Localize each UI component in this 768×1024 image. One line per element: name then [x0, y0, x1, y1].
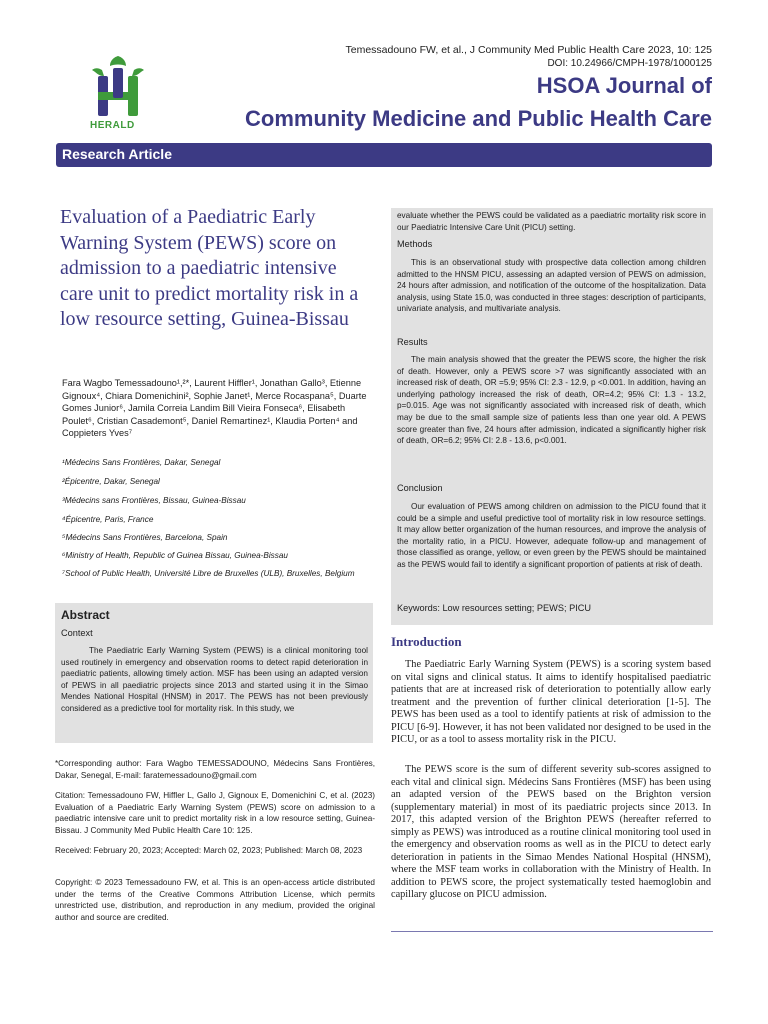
copyright-note: Copyright: © 2023 Temessadouno FW, et al. This is an open-access article distributed under the terms of the Creative Commons Attribution License, which permits unrestricted use, distribution, and reproduction in any medium, provided the original author and source are credited.	[55, 878, 375, 922]
journal-title-line2: Community Medicine and Public Health Care	[245, 106, 712, 131]
corresponding-author: *Corresponding author: Fara Wagbo TEMESSADOUNO, Médecins Sans Frontières, Dakar, Senegal, E-mail: faratemessadouno@gmail.com	[55, 759, 375, 780]
context-continued: evaluate whether the PEWS could be validated as a paediatric mortality risk score in our Paediatric Intensive Care Unit (PICU) setting.	[397, 211, 706, 232]
affiliation: ⁵Médecins Sans Frontières, Barcelona, Spain	[62, 533, 228, 542]
divider	[391, 931, 713, 932]
conclusion-label: Conclusion	[397, 483, 443, 493]
intro-paragraph-2: The PEWS score is the sum of different severity sub-scores assigned to each vital and clinical sign. Médecins Sans Frontières (MSF) has been using an adapted version of the PEWS based on the Brighton version (supplementary material) in most of its paediatric projects since 2013. In 2017, this adapted version of the Brighton PEWS (hereafter referred to simply as PEWS) was introduced as a routine clinical monitoring tool used in the emergency and observation rooms as well as in the PICU to detect early deterioration in patients in the Simao Mendes National Hospital (HNSM), where the MSF team works in collaboration with the Ministry of Health. In addition to PEWS score, the project systematically tested haemoglobin and capillary glucose on PICU admission.	[391, 764, 711, 900]
introduction-heading: Introduction	[391, 634, 462, 649]
intro-paragraph-1: The Paediatric Early Warning System (PEWS) is a scoring system based on vital signs and clinical status. It aims to identify hospitalised paediatric patients that are at increased risk of deterioration to potentially allow early treatment and the prevention of further clinical deterioration [1-5]. The PEWS has been used as a tool to identify patients at risk of admission to the PICU [6-9]. However, it has not been validated nor designed to be used in the PICU, or as a tool to assess mortality risk in the PICU.	[391, 659, 711, 745]
results-label: Results	[397, 337, 428, 347]
affiliation: ²Épicentre, Dakar, Senegal	[62, 477, 160, 486]
citation-header: Temessadouno FW, et al., J Community Med Public Health Care 2023, 10: 125	[345, 44, 712, 56]
abstract-heading: Abstract	[61, 608, 110, 622]
affiliation: ⁶Ministry of Health, Republic of Guinea Bissau, Guinea-Bissau	[62, 551, 288, 560]
affiliation: ¹Médecins Sans Frontières, Dakar, Senegal	[62, 458, 221, 467]
article-type-label: Research Article	[62, 146, 172, 162]
affiliation: ³Médecins sans Frontières, Bissau, Guinea-Bissau	[62, 496, 246, 505]
doi: DOI: 10.24966/CMPH-1978/1000125	[547, 58, 712, 69]
methods-label: Methods	[397, 239, 433, 249]
citation-note: Citation: Temessadouno FW, Hiffler L, Gallo J, Gignoux E, Domenichini C, et al. (2023) Evaluation of a Paediatric Early Warning System (PEWS) score on admission to a paediatric intensive care unit to predict mortality risk in a low resource setting, Guinea-Bissau. J Community Med Public Health Care 10: 125.	[55, 791, 375, 835]
affiliation: ⁷School of Public Health, Université Libre de Bruxelles (ULB), Bruxelles, Belgium	[62, 569, 355, 578]
methods-text: This is an observational study with prospective data collection among children admitted to the HNSM PICU, assessing an adapted version of PEWS on admission, 24 hours after admission, and notification of the outcome of the hospitalization. Data analysis, using State 15.0, was conducted in three stages: description of participants, univariate analysis, and multivariate analysis.	[397, 258, 706, 314]
herald-logo	[88, 54, 148, 134]
journal-title-line1: HSOA Journal of	[536, 73, 712, 98]
results-text: The main analysis showed that the greater the PEWS score, the higher the risk of death. However, only a PEWS score >7 was significantly associated with an increased risk of death, OR =5.9; 95% CI: 2.3 - 12.9, p <0.001. In addition, having an underlying pathology increased the risk of death, OR=4.2; 95% CI: 1.3 - 13.2, p=0.015. Age was not significantly associated with increased risk of death, which may be due to the small sample size of patients less than one year old. A PEWS score greater than five, 24 hours after admission, indicated a significantly higher risk of death, OR=6.2; 95% CI: 2.8 - 13.6, p<0.001.	[397, 355, 706, 446]
context-label: Context	[61, 628, 93, 638]
context-text: The Paediatric Early Warning System (PEWS) is a clinical monitoring tool used routinely in emergency and observation rooms to detect rapid deterioration in paediatric patients, allowing timely action. MSF has been using an adapted version of PEWS in all paediatric projects since 2013 and started using it in the Simao Mendes National Hospital (HNSM) in 2017. The PEWS has not been previously considered as a predictive tool for mortality risk. In this study, we	[61, 646, 368, 713]
dates-note: Received: February 20, 2023; Accepted: March 02, 2023; Published: March 08, 2023	[55, 846, 363, 855]
keywords: Keywords: Low resources setting; PEWS; PICU	[397, 603, 592, 613]
affiliation: ⁴Épicentre, Paris, France	[62, 515, 154, 524]
article-title: Evaluation of a Paediatric Early Warning System (PEWS) score on admission to a paediatric intensive care unit to predict mortality risk in a low resource setting, Guinea-Bissau	[60, 206, 359, 330]
logo-text: HERALD	[90, 120, 135, 131]
conclusion-text: Our evaluation of PEWS among children on admission to the PICU found that it could be a simple and useful predictive tool of mortality risk in low resource settings. It may allow better organization of the human resources, and improve the analysis of the mortality ratio, in a PICU. However, adequate follow-up and management of those classified as orange, yellow, or even green by the PEWS should be maintained as the PEWS would fail to identify a significant proportion of patients at risk of death.	[397, 502, 706, 569]
author-list: Fara Wagbo Temessadouno¹,²*, Laurent Hiffler¹, Jonathan Gallo³, Etienne Gignoux⁴, Chiara Domenichini², Sophie Janet¹, Merce Rocaspana⁵, Duarte Gomes Junior⁶, Jamila Correia Landim Bill Vieira Fonseca⁶, Elisabeth Poulet⁶, Cristian Casademont⁵, Daniel Remartinez¹, Klaudia Porten⁴ and Coppieters Yves⁷	[62, 378, 367, 439]
